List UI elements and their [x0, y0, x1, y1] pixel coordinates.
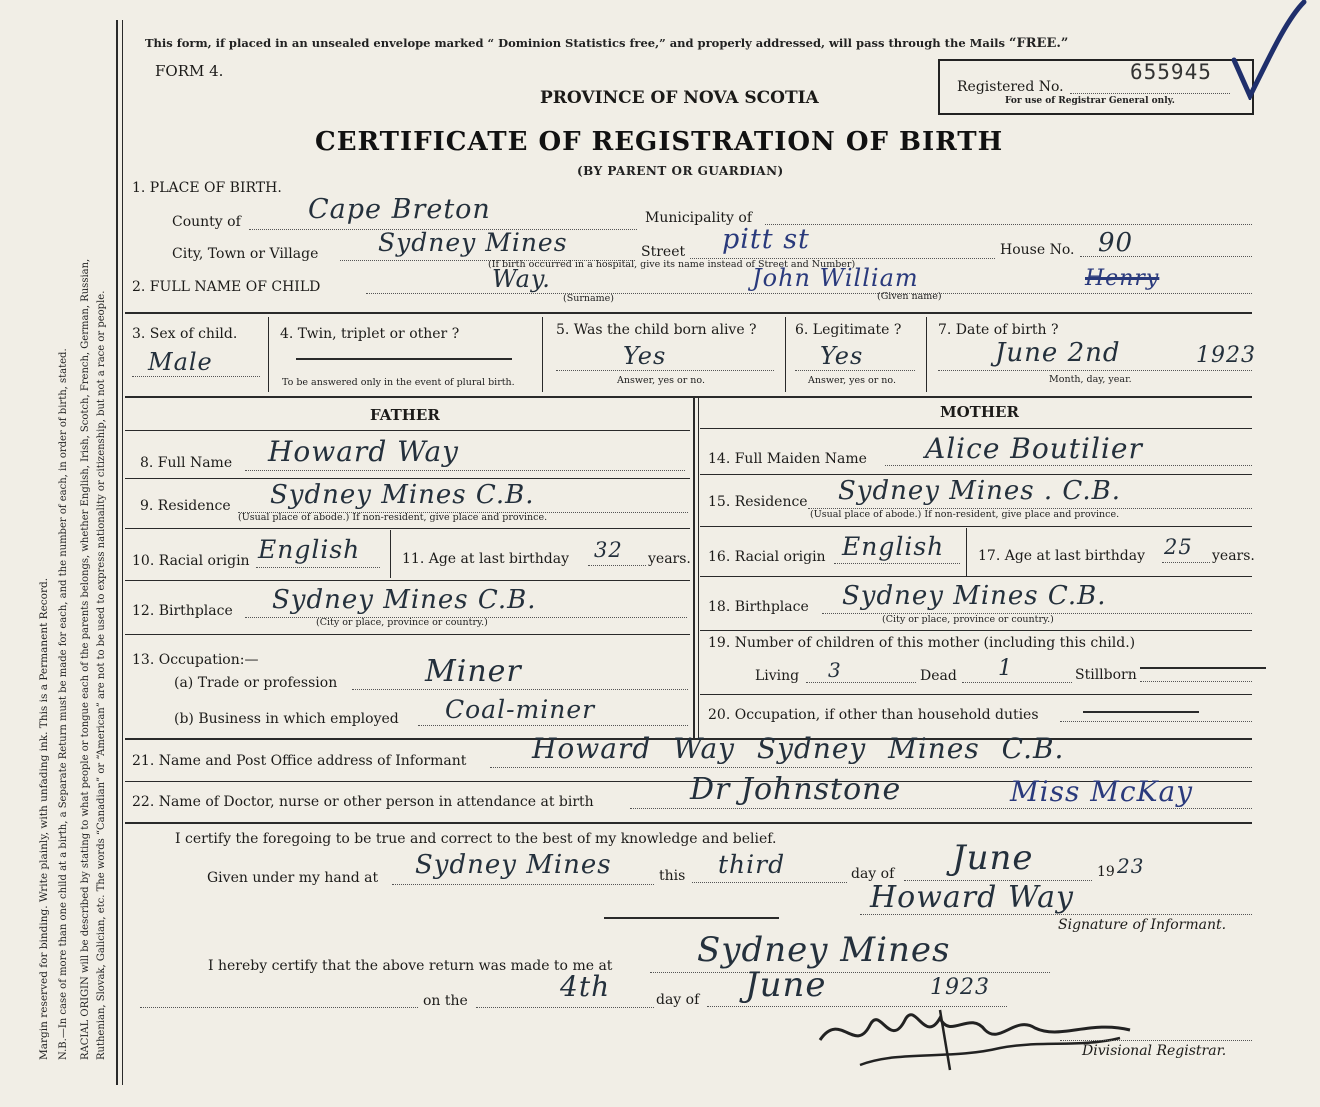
certificate-title: CERTIFICATE OF REGISTRATION OF BIRTH — [315, 127, 1004, 157]
living-value: 3 — [828, 658, 842, 682]
father-race-dots — [256, 567, 380, 568]
year-prefix: 19 — [1097, 864, 1115, 880]
legit-label: 6. Legitimate ? — [795, 322, 902, 338]
doctor-dots — [630, 808, 1252, 809]
hospital-note: (If birth occurred in a hospital, give its name instead of Street and Number) — [488, 259, 856, 270]
father-race-label: 10. Racial origin — [132, 553, 250, 569]
city-label: City, Town or Village — [172, 246, 319, 262]
box-divider — [542, 317, 543, 392]
father-res-value: Sydney Mines C.B. — [270, 480, 535, 510]
certify-statement: I certify the foregoing to be true and correct to the best of my knowledge and belief. — [175, 831, 777, 847]
parents-divider-inner — [698, 398, 699, 738]
dead-dots — [962, 682, 1072, 683]
row-rule — [125, 478, 690, 479]
sex-label: 3. Sex of child. — [132, 326, 238, 342]
surname-note: (Surname) — [563, 293, 614, 304]
day-value: third — [718, 850, 786, 879]
legit-note: Answer, yes or no. — [808, 375, 897, 386]
reg-year-value: 1923 — [930, 975, 990, 1000]
father-name-dots — [245, 470, 685, 471]
box-divider — [268, 317, 269, 392]
given-label: Given under my hand at — [207, 870, 379, 886]
section-rule — [125, 312, 1252, 314]
registrar-signature-icon — [800, 990, 1140, 1080]
father-business-value: Coal-miner — [445, 695, 596, 724]
dead-value: 1 — [998, 656, 1013, 681]
reg-day-of: day of — [656, 992, 700, 1008]
mother-heading: MOTHER — [940, 403, 1019, 421]
father-bp-value: Sydney Mines C.B. — [272, 585, 537, 615]
dob-note: Month, day, year. — [1049, 374, 1132, 385]
signature-dots — [860, 914, 1252, 915]
street-label: Street — [641, 244, 686, 260]
father-race-value: English — [258, 535, 361, 564]
doctor-value: Dr Johnstone — [690, 772, 902, 807]
row-rule — [125, 528, 690, 529]
mother-occ-line — [1083, 711, 1199, 713]
parents-rule — [125, 396, 1252, 398]
mother-occ-dots — [1060, 721, 1252, 722]
twin-note: To be answered only in the event of plural birth. — [282, 377, 515, 388]
dob-label: 7. Date of birth ? — [938, 322, 1059, 338]
living-dots — [806, 682, 916, 683]
father-name-label: 8. Full Name — [140, 455, 233, 471]
nurse-value: Miss McKay — [1010, 775, 1194, 808]
mother-name-value: Alice Boutilier — [925, 432, 1143, 465]
dead-label: Dead — [920, 668, 957, 684]
box-divider — [785, 317, 786, 392]
alive-label: 5. Was the child born alive ? — [556, 322, 757, 338]
father-bp-note: (City or place, province or country.) — [316, 617, 488, 628]
dob-value: June 2nd — [995, 338, 1121, 368]
dob-dots — [938, 370, 1252, 371]
father-age-dots — [588, 565, 646, 566]
mother-race-dots — [834, 563, 960, 564]
day-dots — [692, 882, 847, 883]
informant-caption: Signature of Informant. — [1058, 917, 1227, 933]
mother-race-label: 16. Racial origin — [708, 549, 826, 565]
row-rule — [700, 694, 1252, 695]
child-given-name: John William — [752, 264, 919, 292]
mother-bp-label: 18. Birthplace — [708, 599, 809, 615]
mother-res-value: Sydney Mines . C.B. — [838, 476, 1122, 506]
margin-note-4: Ruthenian, Slovak, Galician, etc. The words “Canadian” or “American” are not to be used to express nationality or citizenship, but not a race or people. — [96, 290, 107, 1060]
child-surname: Way. — [492, 265, 551, 293]
mother-age-label: 17. Age at last birthday — [978, 548, 1146, 564]
father-business-dots — [418, 725, 688, 726]
margin-note-2: N.B.—In case of more than one child at a birth, a Separate Return must be made for each, and the number of each, in order of birth, stated. — [58, 348, 69, 1060]
year-value: 23 — [1117, 854, 1145, 878]
registrar-place: Sydney Mines — [697, 930, 951, 970]
informant-dots — [490, 767, 1252, 768]
mother-bp-note: (City or place, province or country.) — [882, 614, 1054, 625]
registrar-place-dots — [650, 972, 1050, 973]
informant-value: Howard Way Sydney Mines C.B. — [532, 732, 1065, 765]
sex-value: Male — [148, 348, 213, 376]
alive-note: Answer, yes or no. — [617, 375, 706, 386]
mother-name-label: 14. Full Maiden Name — [708, 451, 867, 467]
given-place: Sydney Mines — [415, 850, 612, 880]
child-given-struck: Henry — [1085, 266, 1160, 291]
mother-children-label: 19. Number of children of this mother (including this child.) — [708, 635, 1136, 651]
street-value: pitt st — [722, 224, 810, 255]
mother-heading-rule — [700, 428, 1252, 429]
reg-day-dots — [476, 1007, 654, 1008]
place-heading: 1. PLACE OF BIRTH. — [132, 180, 282, 196]
given-note: (Given name) — [877, 291, 942, 302]
father-trade-dots — [352, 689, 688, 690]
father-age-label: 11. Age at last birthday — [402, 551, 570, 567]
father-trade-label: (a) Trade or profession — [174, 675, 338, 691]
registered-label: Registered No. — [957, 79, 1064, 95]
margin-note-1: Margin reserved for binding. Write plainly, with unfading ink. This is a Permanent Record. — [38, 577, 50, 1060]
box-divider — [926, 317, 927, 392]
father-business-label: (b) Business in which employed — [174, 711, 399, 727]
check-mark-icon — [1228, 0, 1308, 100]
mother-age-value: 25 — [1164, 535, 1193, 559]
child-name-label: 2. FULL NAME OF CHILD — [132, 279, 321, 295]
legit-dots — [795, 370, 915, 371]
registrar-line: I hereby certify that the above return was made to me at — [208, 958, 613, 974]
mother-name-dots — [885, 465, 1252, 466]
this-label: this — [659, 868, 686, 884]
mother-age-dots — [1162, 562, 1210, 563]
race-divider — [390, 530, 391, 578]
mail-notice: This form, if placed in an unsealed envelope marked “ Dominion Statistics free,” and properly addressed, will pass through the Mails “FREE.” — [145, 36, 1069, 51]
informant-label: 21. Name and Post Office address of Informant — [132, 753, 467, 769]
father-res-label: 9. Residence — [140, 498, 231, 514]
given-place-dots — [392, 884, 654, 885]
registrar-caption: Divisional Registrar. — [1082, 1043, 1227, 1059]
municipality-dots — [765, 224, 1252, 225]
dob-year: 1923 — [1196, 343, 1256, 368]
legit-value: Yes — [820, 342, 864, 370]
row-rule — [700, 630, 1252, 631]
twin-label: 4. Twin, triplet or other ? — [280, 326, 460, 342]
father-age-value: 32 — [594, 538, 623, 562]
doctor-label: 22. Name of Doctor, nurse or other person in attendance at birth — [132, 794, 594, 810]
sex-dots — [132, 376, 260, 377]
county-label: County of — [172, 214, 241, 230]
stillborn-line — [1140, 667, 1266, 669]
informant-signature: Howard Way — [870, 880, 1074, 915]
house-label: House No. — [1000, 242, 1075, 258]
father-occ-label: 13. Occupation:— — [132, 652, 259, 668]
blank-line — [604, 917, 779, 919]
day-label: day of — [851, 866, 895, 882]
house-value: 90 — [1098, 228, 1134, 258]
mother-res-label: 15. Residence — [708, 494, 808, 510]
living-label: Living — [755, 668, 800, 684]
twin-line — [296, 358, 512, 360]
father-name-value: Howard Way — [268, 435, 460, 468]
row-rule — [125, 580, 690, 581]
reg-day-dots-left — [140, 1007, 418, 1008]
father-heading: FATHER — [370, 406, 440, 424]
city-value: Sydney Mines — [378, 228, 568, 257]
reg-day-value: 4th — [560, 970, 611, 1003]
mother-bp-value: Sydney Mines C.B. — [842, 581, 1107, 611]
row-rule — [700, 474, 1252, 475]
margin-line — [116, 20, 118, 1085]
alive-value: Yes — [623, 342, 667, 370]
father-heading-rule — [125, 430, 690, 431]
municipality-label: Municipality of — [645, 210, 753, 226]
mother-race-value: English — [842, 532, 945, 561]
stillborn-label: Stillborn — [1075, 667, 1137, 683]
parents-divider — [693, 398, 695, 738]
race-divider — [966, 528, 967, 576]
father-bp-label: 12. Birthplace — [132, 603, 233, 619]
county-value: Cape Breton — [308, 194, 491, 225]
section-rule — [125, 822, 1252, 824]
row-rule — [700, 576, 1252, 577]
child-name-dots — [366, 293, 1252, 294]
registrar-dots — [1060, 1040, 1252, 1041]
alive-dots — [556, 370, 774, 371]
month-value: June — [952, 838, 1034, 878]
father-age-unit: years. — [648, 551, 691, 567]
registered-number: 655945 — [1130, 60, 1212, 84]
province-heading: PROVINCE OF NOVA SCOTIA — [540, 88, 819, 108]
mother-occ-label: 20. Occupation, if other than household duties — [708, 707, 1039, 723]
on-the-label: on the — [423, 993, 468, 1009]
certificate-subtitle: (BY PARENT OR GUARDIAN) — [577, 164, 784, 178]
stillborn-dots — [1140, 681, 1252, 682]
margin-note-3: RACIAL ORIGIN will be described by stating to what people or tongue each of the parents belongs, whether English, Irish, Scotch, French, German, Russian, — [80, 258, 91, 1060]
father-trade-value: Miner — [425, 654, 522, 689]
father-res-note: (Usual place of abode.) If non-resident, give place and province. — [238, 512, 548, 523]
registered-note: For use of Registrar General only. — [1005, 96, 1175, 106]
row-rule — [700, 526, 1252, 527]
mother-res-note: (Usual place of abode.) If non-resident, give place and province. — [810, 509, 1120, 520]
reg-month-value: June — [745, 965, 827, 1005]
registered-dots — [1070, 93, 1230, 94]
margin-line-inner — [122, 20, 123, 1085]
mother-age-unit: years. — [1212, 548, 1255, 564]
form-number: FORM 4. — [155, 62, 224, 80]
row-rule — [125, 634, 690, 635]
